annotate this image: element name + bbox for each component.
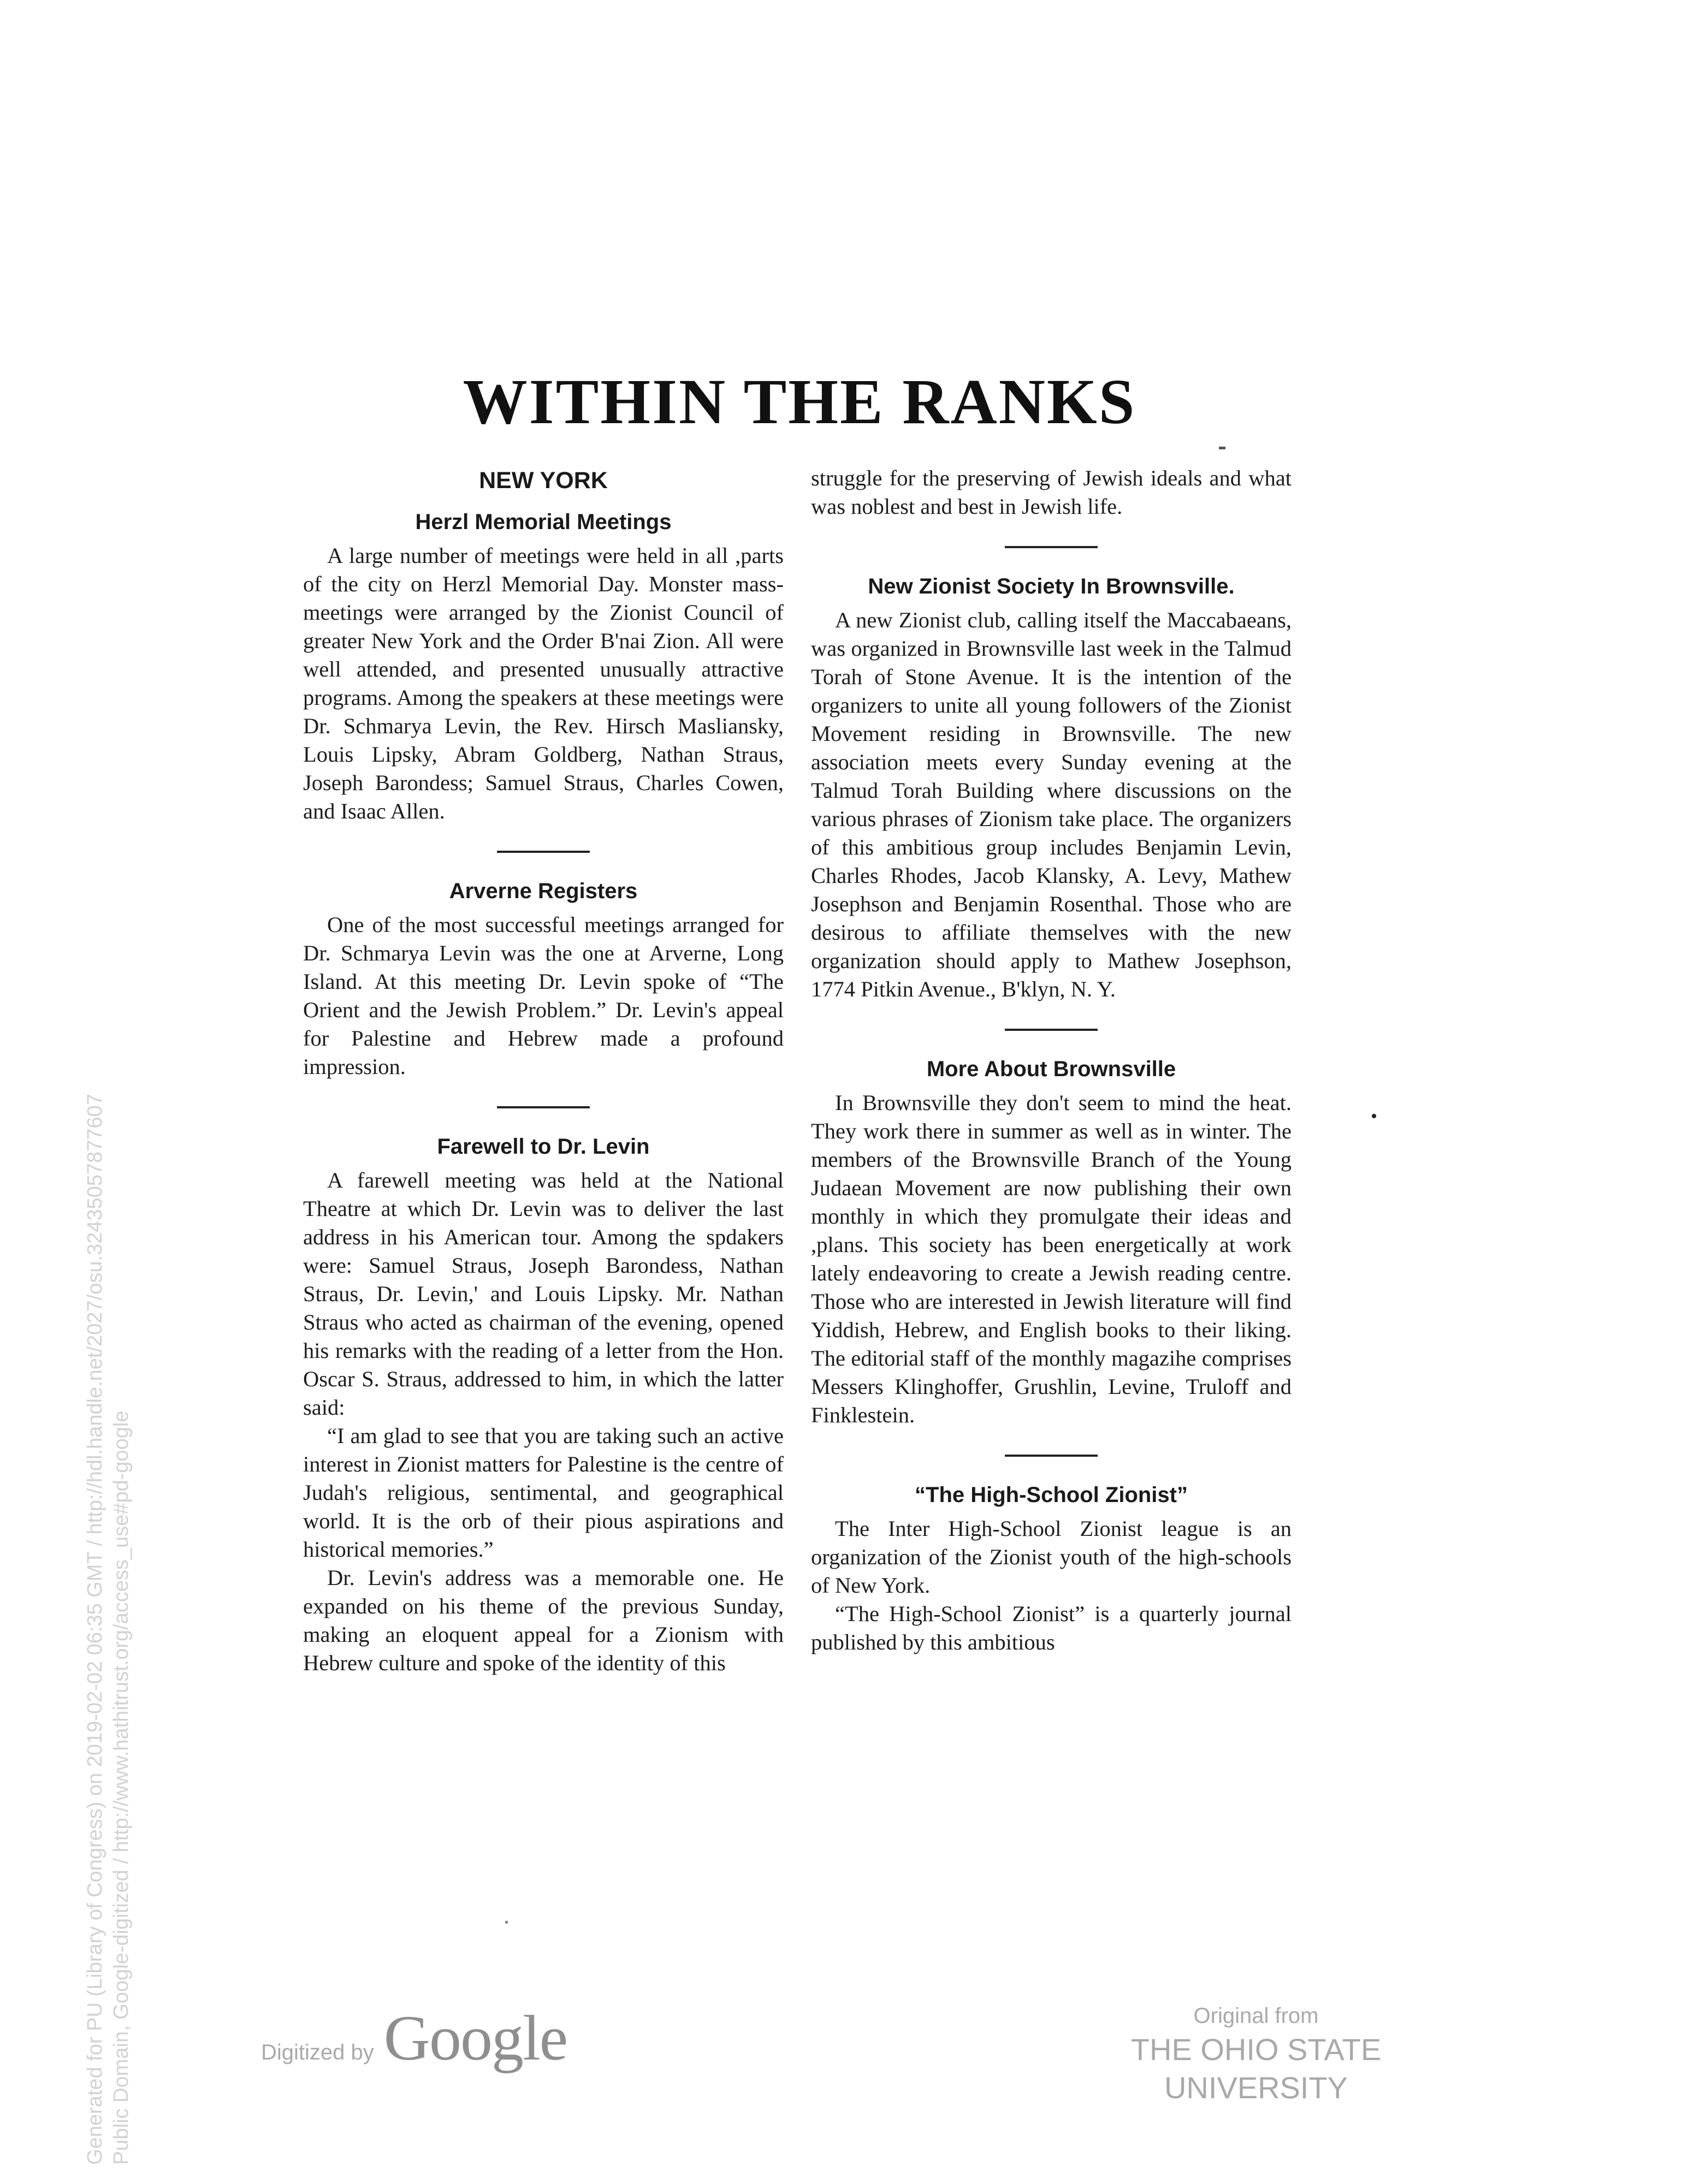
original-from-label: Original from: [1193, 2004, 1319, 2028]
left-column: [303, 464, 784, 1677]
more-brownsville-heading: More About Brownsville: [926, 1057, 1176, 1081]
brownsville-society-body: A new Zionist club, calling itself the Maccabaeans, was organized in Brownsville last week in the Talmud Torah of Stone Avenue. It is the intention of the organizers to unite all young followers of the Zionist Movement residing in Brownsville. The new association meets every Sunday evening at the Talmud Torah Building where discussions on the various phrases of Zionism take place. The organizers of this ambitious group includes Benjamin Levin, Charles Rhodes, Jacob Klansky, A. Levy, Mathew Josephson and Benjamin Rosenthal. Those who are desirous to affiliate themselves with the new organization should apply to Mathew Josephson, 1774 Pitkin Avenue., B'klyn, N. Y.: [811, 608, 1292, 1001]
university-name: THE OHIO STATE UNIVERSITY: [1130, 2032, 1382, 2105]
print-speck: [505, 1921, 508, 1924]
farewell-heading: Farewell to Dr. Levin: [437, 1135, 650, 1159]
watermark-line: Generated for PU (Library of Congress) on 2019-02-02 06:35 GMT / http://hdl.handle.net/2027/osu.32435057877607: [84, 1094, 106, 2165]
section-divider: [1005, 1029, 1098, 1031]
more-brownsville-body: In Brownsville they don't seem to mind the heat. They work there in summer as well as in winter. The members of the Brownsville Branch of the Young Judaean Movement are now publishing their own monthly in which they promulgate their ideas and ,plans. This society has been energetically at work lately endeavoring to create a Jewish reading centre. Those who are interested in Jewish literature will find Yiddish, Hebrew, and English books to their liking. The editorial staff of the monthly magazihe comprises Messers Klinghoffer, Grushlin, Levine, Truloff and Finklestein.: [811, 1090, 1292, 1427]
farewell-paragraph: Dr. Levin's address was a memorable one. He expanded on his theme of the previous Sunday, making an eloquent appeal for a Zionism with Hebrew culture and spoke of the identity of this: [303, 1565, 784, 1675]
herzl-heading: Herzl Memorial Meetings: [415, 510, 672, 534]
region-heading: NEW YORK: [479, 467, 608, 494]
watermark-line: Public Domain, Google-digitized / http://www.hathitrust.org/access_use#pd-google: [110, 1410, 133, 2165]
section-divider: [1005, 1455, 1098, 1457]
original-source: [1059, 2001, 1453, 2107]
right-column: [811, 464, 1292, 1657]
digitized-by-google: [261, 2001, 567, 2075]
print-speck: [1372, 1114, 1376, 1118]
high-school-paragraph: The Inter High-School Zionist league is an organization of the Zionist youth of the high-schools of New York.: [811, 1516, 1292, 1598]
high-school-paragraph: “The High-School Zionist” is a quarterly journal published by this ambitious: [811, 1601, 1292, 1654]
hathitrust-watermark: [82, 1094, 134, 2165]
section-divider: [1005, 546, 1098, 548]
section-divider: [497, 1106, 590, 1108]
arverne-heading: Arverne Registers: [449, 879, 638, 903]
levin-letter-quote: “I am glad to see that you are taking such an active interest in Zionist matters for Palestine is the centre of Judah's religious, sentimental, and geographical world. It is the orb of their pious aspirations and historical memories.”: [303, 1423, 784, 1562]
google-logo: Google: [383, 2002, 567, 2074]
digitized-by-label: Digitized by: [261, 2040, 374, 2064]
print-speck: [1219, 447, 1225, 449]
continued-paragraph: struggle for the preserving of Jewish ideals and what was noblest and best in Jewish life.: [811, 466, 1292, 519]
brownsville-society-heading: New Zionist Society In Brownsville.: [868, 574, 1235, 598]
high-school-heading: “The High-School Zionist”: [915, 1483, 1188, 1507]
herzl-body: A large number of meetings were held in all ,parts of the city on Herzl Memorial Day. Monster mass-meetings were arranged by the Zionist Council of greater New York and the Order B'nai Zion. All were well attended, and presented unusually attractive programs. Among the speakers at these meetings were Dr. Schmarya Levin, the Rev. Hirsch Masliansky, Louis Lipsky, Abram Goldberg, Nathan Straus, Joseph Barondess; Samuel Straus, Charles Cowen, and Isaac Allen.: [303, 543, 784, 823]
arverne-body: One of the most successful meetings arranged for Dr. Schmarya Levin was the one at Arverne, Long Island. At this meeting Dr. Levin spoke of “The Orient and the Jewish Problem.” Dr. Levin's appeal for Palestine and Hebrew made a profound impression.: [303, 912, 784, 1079]
farewell-paragraph: A farewell meeting was held at the National Theatre at which Dr. Levin was to deliver the last address in his American tour. Among the spdakers were: Samuel Straus, Joseph Barondess, Nathan Straus, Dr. Levin,' and Louis Lipsky. Mr. Nathan Straus who acted as chairman of the evening, opened his remarks with the reading of a letter from the Hon. Oscar S. Straus, addressed to him, in which the latter said:: [303, 1168, 784, 1420]
section-divider: [497, 851, 590, 853]
page-title: WITHIN THE RANKS: [463, 366, 1136, 437]
